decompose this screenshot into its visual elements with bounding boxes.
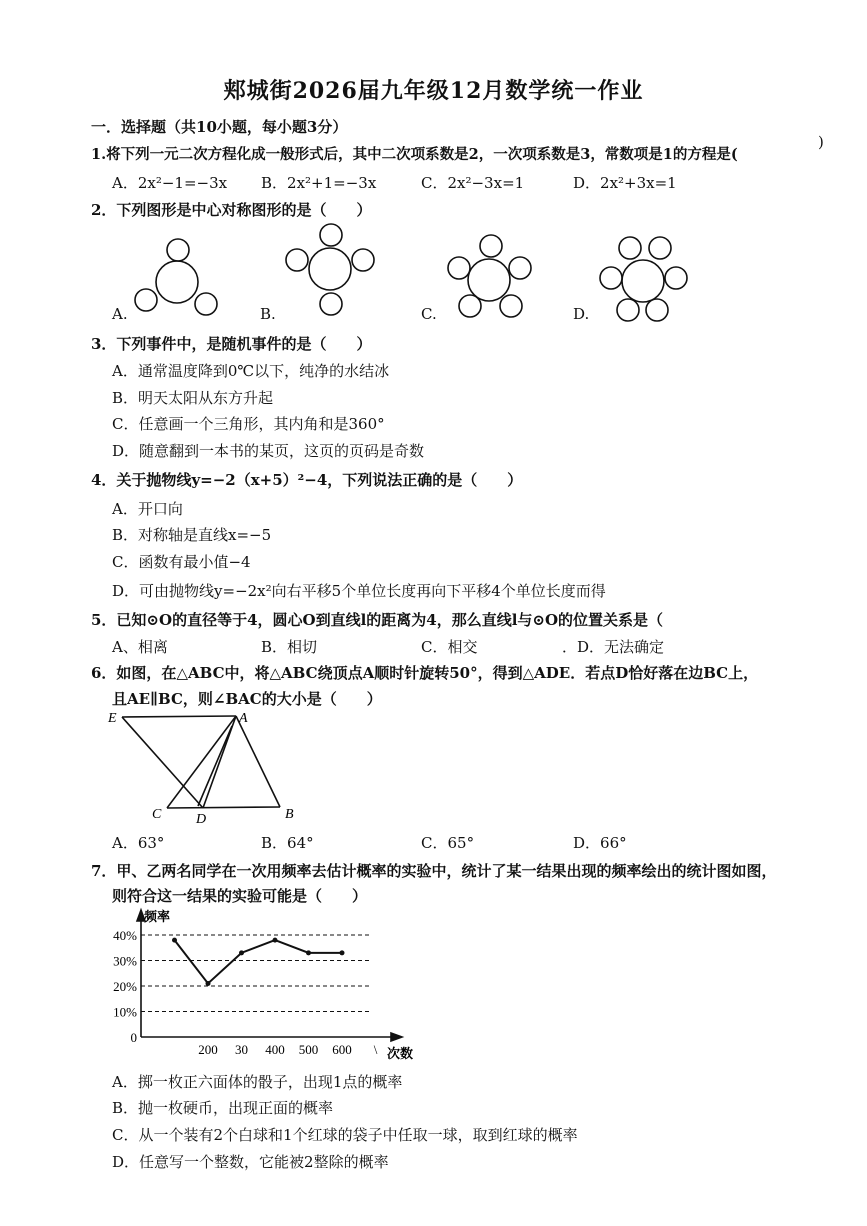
x-tick-label: 500 bbox=[298, 1042, 319, 1057]
q1-stem: 1.将下列一元二次方程化成一般形式后，其中二次项系数是2，一次项系数是3，常数项是1的方程是( bbox=[91, 146, 738, 163]
x-tick-label: 400 bbox=[265, 1042, 285, 1057]
y-tick-label: 10% bbox=[113, 1004, 137, 1020]
y-tick-label: 20% bbox=[113, 979, 137, 994]
q2-label-c: C. bbox=[421, 305, 437, 323]
x-tick-label: 30 bbox=[235, 1042, 248, 1057]
q4-option-b: B．对称轴是直线x=−5 bbox=[112, 526, 272, 544]
q6-option-b: B．64° bbox=[261, 834, 314, 852]
q5-stem: 5．已知⊙O的直径等于4，圆心O到直线l的距离为4，那么直线l与⊙O的位置关系是（ bbox=[91, 611, 664, 629]
q2-label-a: A. bbox=[112, 305, 128, 323]
q3-stem: 3．下列事件中，是随机事件的是（ ） bbox=[91, 335, 372, 353]
q3-option-a: A．通常温度降到0℃以下，纯净的水结冰 bbox=[112, 362, 390, 380]
q1-close-paren: ) bbox=[818, 133, 824, 151]
q7-option-b: B．抛一枚硬币，出现正面的概率 bbox=[112, 1099, 334, 1117]
section-heading: 一．选择题（共10小题，每小题3分） bbox=[91, 118, 348, 136]
y-tick-label: 0 bbox=[130, 1030, 137, 1045]
q5-option-c: C．相交 bbox=[421, 638, 478, 656]
data-point bbox=[239, 950, 244, 955]
q5-option-d: ．D．无法确定 bbox=[562, 638, 665, 656]
x-axis-arrow bbox=[391, 1033, 402, 1041]
page-title: 郏城街2026届九年级12月数学统一作业 bbox=[223, 78, 644, 104]
data-point bbox=[172, 938, 177, 943]
q7-stem-line2: 则符合这一结果的实验可能是（ ） bbox=[112, 887, 368, 905]
q1-option-d: D．2x²+3x=1 bbox=[573, 174, 677, 192]
q4-stem: 4．关于抛物线y=−2（x+5）²−4，下列说法正确的是（ ） bbox=[91, 471, 523, 489]
q2-label-b: B. bbox=[260, 305, 276, 323]
q1-option-b: B．2x²+1=−3x bbox=[261, 174, 377, 192]
q5-option-b: B．相切 bbox=[261, 638, 318, 656]
q3-option-d: D．随意翻到一本书的某页，这页的页码是奇数 bbox=[112, 442, 425, 460]
x-tick-label: \ bbox=[373, 1042, 378, 1057]
point-c-label: C bbox=[152, 807, 162, 822]
q4-option-d: D．可由抛物线y=−2x²向右平移5个单位长度再向下平移4个单位长度而得 bbox=[112, 582, 606, 600]
data-point bbox=[340, 950, 345, 955]
point-a-label: A bbox=[239, 711, 248, 726]
q6-option-a: A．63° bbox=[112, 834, 165, 852]
q2-stem: 2．下列图形是中心对称图形的是（ ） bbox=[91, 201, 372, 219]
q6-stem-line2: 且AE∥BC，则∠BAC的大小是（ ） bbox=[112, 690, 382, 708]
q4-option-a: A．开口向 bbox=[112, 500, 183, 518]
q4-option-c: C．函数有最小值−4 bbox=[112, 553, 251, 571]
point-b-label: B bbox=[285, 807, 294, 822]
x-axis-label: 次数 bbox=[387, 1047, 414, 1062]
data-point bbox=[273, 938, 278, 943]
data-point bbox=[306, 950, 311, 955]
q6-option-c: C．65° bbox=[421, 834, 475, 852]
q7-option-c: C．从一个装有2个白球和1个红球的袋子中任取一球，取到红球的概率 bbox=[112, 1126, 578, 1144]
point-d-label: D bbox=[196, 812, 207, 827]
series-line bbox=[175, 940, 343, 983]
q3-option-c: C．任意画一个三角形，其内角和是360° bbox=[112, 415, 385, 433]
q5-option-a: A、相离 bbox=[112, 638, 168, 656]
point-e-label: E bbox=[108, 711, 117, 726]
q7-option-a: A．掷一枚正六面体的骰子，出现1点的概率 bbox=[112, 1073, 403, 1091]
data-point bbox=[206, 981, 211, 986]
q1-option-a: A．2x²−1=−3x bbox=[112, 174, 228, 192]
q7-option-d: D．任意写一个整数，它能被2整除的概率 bbox=[112, 1153, 389, 1171]
q3-option-b: B．明天太阳从东方升起 bbox=[112, 389, 274, 407]
y-tick-label: 30% bbox=[113, 953, 137, 969]
q7-stem-line1: 7．甲、乙两名同学在一次用频率去估计概率的实验中，统计了某一结果出现的频率绘出的统计图如图， bbox=[91, 862, 777, 880]
q2-label-d: D. bbox=[573, 305, 590, 323]
x-tick-label: 200 bbox=[198, 1042, 218, 1057]
q6-stem-line1: 6．如图，在△ABC中，将△ABC绕顶点A顺时针旋转50°，得到△ADE．若点D恰好落在边BC上， bbox=[91, 664, 759, 682]
y-axis-label: 频率 bbox=[144, 910, 171, 925]
q1-option-c: C．2x²−3x=1 bbox=[421, 174, 525, 192]
x-tick-label: 600 bbox=[332, 1042, 352, 1057]
y-tick-label: 40% bbox=[113, 928, 137, 943]
q6-option-d: D．66° bbox=[573, 834, 627, 852]
